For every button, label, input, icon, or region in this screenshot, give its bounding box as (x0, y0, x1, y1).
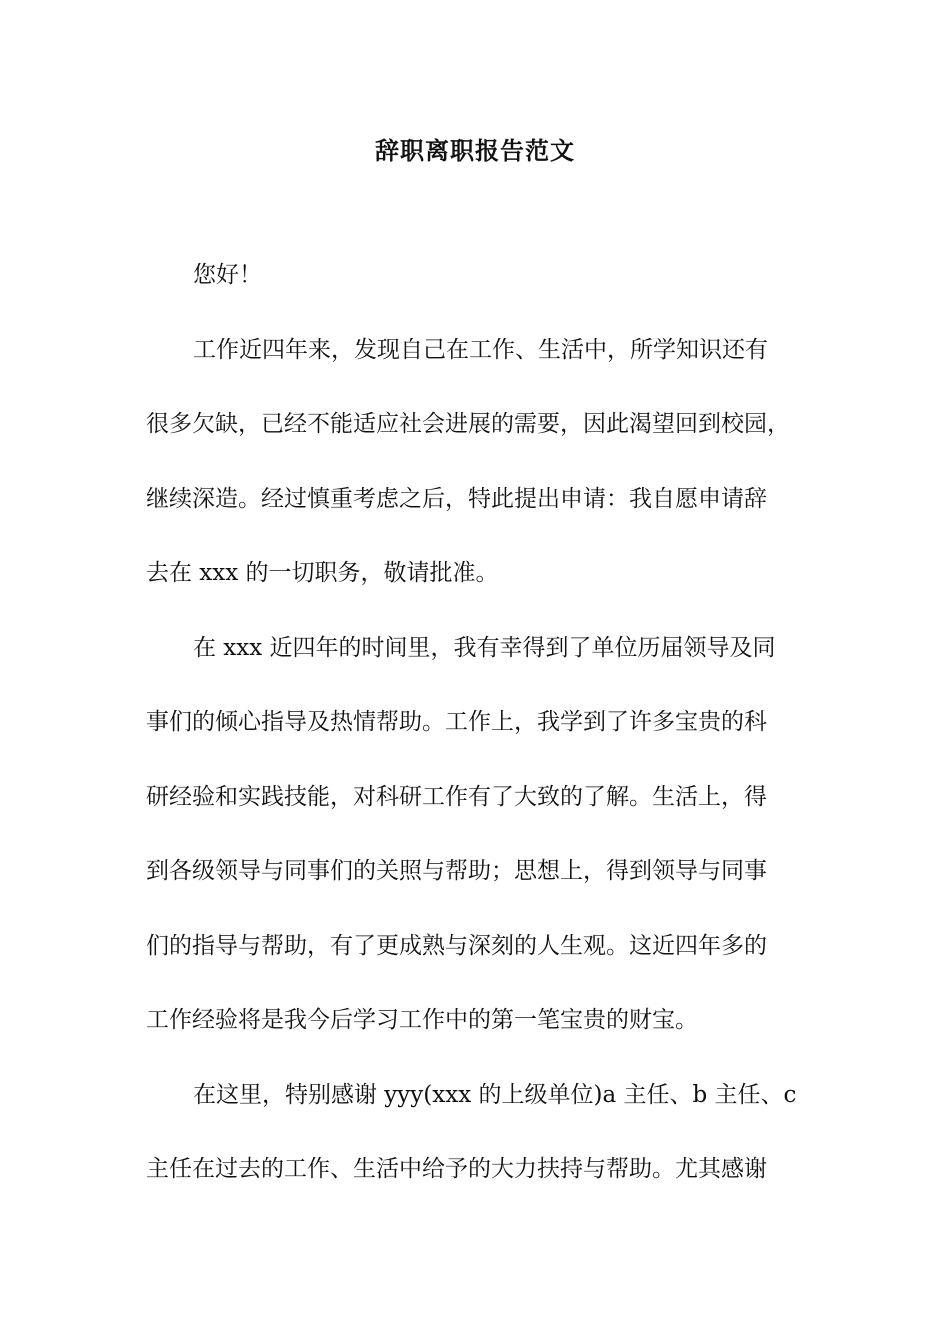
paragraph-line: 主任在过去的工作、生活中给予的大力扶持与帮助。尤其感谢 (146, 1156, 767, 1182)
paragraph-line: 继续深造。经过慎重考虑之后，特此提出申请：我自愿申请辞 (146, 485, 767, 512)
paragraph-line: 在这里，特别感谢 yyy(xxx 的上级单位)a 主任、b 主任、c (193, 1081, 797, 1108)
paragraph-line: 在 xxx 近四年的时间里，我有幸得到了单位历届领导及同 (193, 634, 776, 661)
document-body (146, 255, 836, 1224)
paragraph-line: 们的指导与帮助，有了更成熟与深刻的人生观。这近四年多的 (146, 932, 767, 959)
paragraph-line: 研经验和实践技能，对科研工作有了大致的了解。生活上，得 (146, 783, 767, 810)
paragraph-line: 很多欠缺，已经不能适应社会进展的需要，因此渴望回到校园， (146, 411, 790, 437)
document-title: 辞职离职报告范文 (375, 136, 575, 165)
greeting-line: 您好！ (193, 262, 262, 288)
paragraph-line: 工作近四年来，发现自己在工作、生活中，所学知识还有 (193, 336, 768, 363)
paragraph-line: 到各级领导与同事们的关照与帮助；思想上，得到领导与同事 (146, 858, 767, 884)
paragraph-line: 去在 xxx 的一切职务，敬请批准。 (146, 560, 499, 586)
paragraph-line: 工作经验将是我今后学习工作中的第一笔宝贵的财宝。 (146, 1007, 698, 1033)
paragraph-line: 事们的倾心指导及热情帮助。工作上，我学到了许多宝贵的科 (146, 709, 767, 735)
